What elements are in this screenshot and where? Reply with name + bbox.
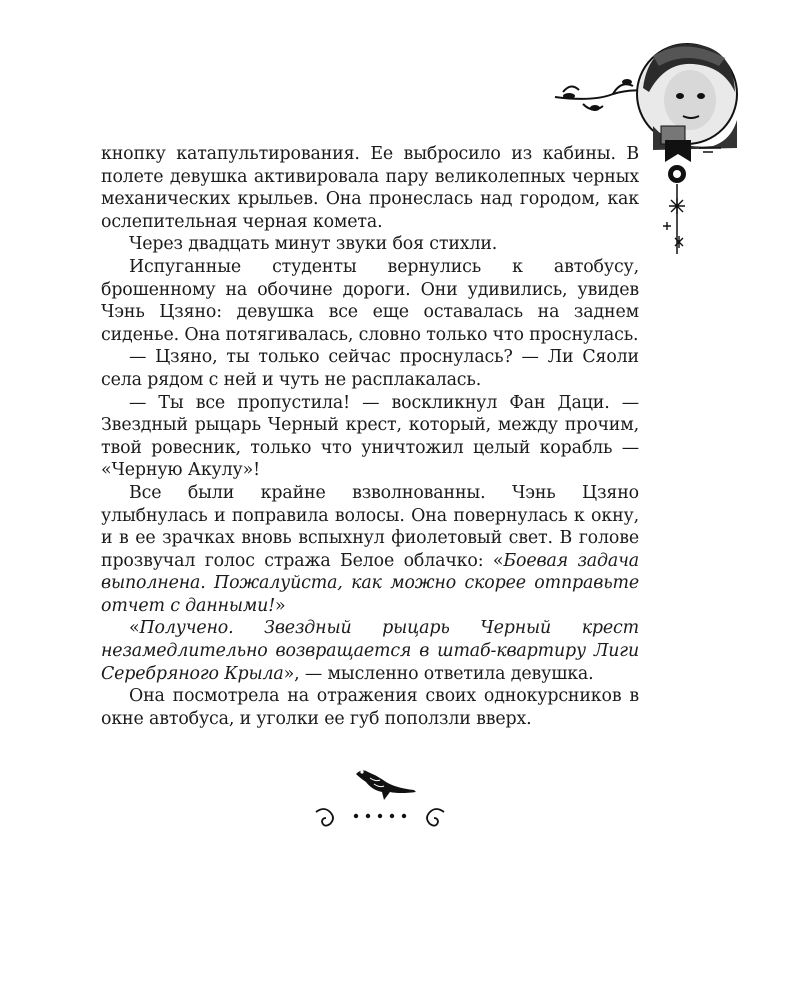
paragraph: Испуганные студенты вернулись к автобусу, брошенному на обочине дороги. Они удивились, увидев Чэнь Цзяно: девушка все еще оставалась на заднем сиденье. Она потягивалась, словно только что проснулась. <box>101 256 639 345</box>
paragraph: — Ты все пропустила! — воскликнул Фан Даци. — Звездный рыцарь Черный крест, который, между прочим, твой ровесник, только что уничтожил целый корабль — «Черную Акулу»! <box>101 392 639 481</box>
italic-quote: Получено. Звездный рыцарь Черный крест незамедлительно возвращается в штаб-квартиру Лиги Серебряного Крыла <box>101 618 639 684</box>
bird-icon <box>352 760 420 804</box>
paragraph: кнопку катапультирования. Ее выбросило из кабины. В полете девушка активировала пару великолепных черных механических крыльев. Она пронеслась над городом, как ослепительная черная комета. <box>101 144 639 232</box>
leaf-icon <box>563 79 632 111</box>
paragraph: Все были крайне взволнованны. Чэнь Цзяно улыбнулась и поправила волосы. Она повернулась к окну, и в ее зрачках вновь вспыхнул фиолетовый свет. В голове прозвучал голос стража Белое облачко: «Боевая задача выполнена. Пожалуйста, как можно скорее отправьте отчет с данными!» <box>101 482 639 616</box>
section-divider-ornament <box>310 800 450 834</box>
paragraph: — Цзяно, ты только сейчас проснулась? — Ли Сяоли села рядом с ней и чуть не расплакалась. <box>101 347 639 390</box>
snowflake-icon <box>663 198 685 248</box>
dots-icon <box>354 814 406 818</box>
italic-quote: Боевая задача выполнена. Пожалуйста, как можно скорее отправьте отчет с данными! <box>101 550 639 616</box>
character-portrait-icon <box>637 44 737 150</box>
paragraph: Она посмотрела на отражения своих однокурсников в окне автобуса, и уголки ее губ поползли вверх. <box>101 686 639 729</box>
paragraph: «Получено. Звездный рыцарь Черный крест незамедлительно возвращается в штаб-квартиру Лиги Серебряного Крыла», — мысленно ответила девушка. <box>101 618 639 684</box>
paragraph: Через двадцать минут звуки боя стихли. <box>129 234 498 255</box>
page-body-text <box>101 143 639 730</box>
